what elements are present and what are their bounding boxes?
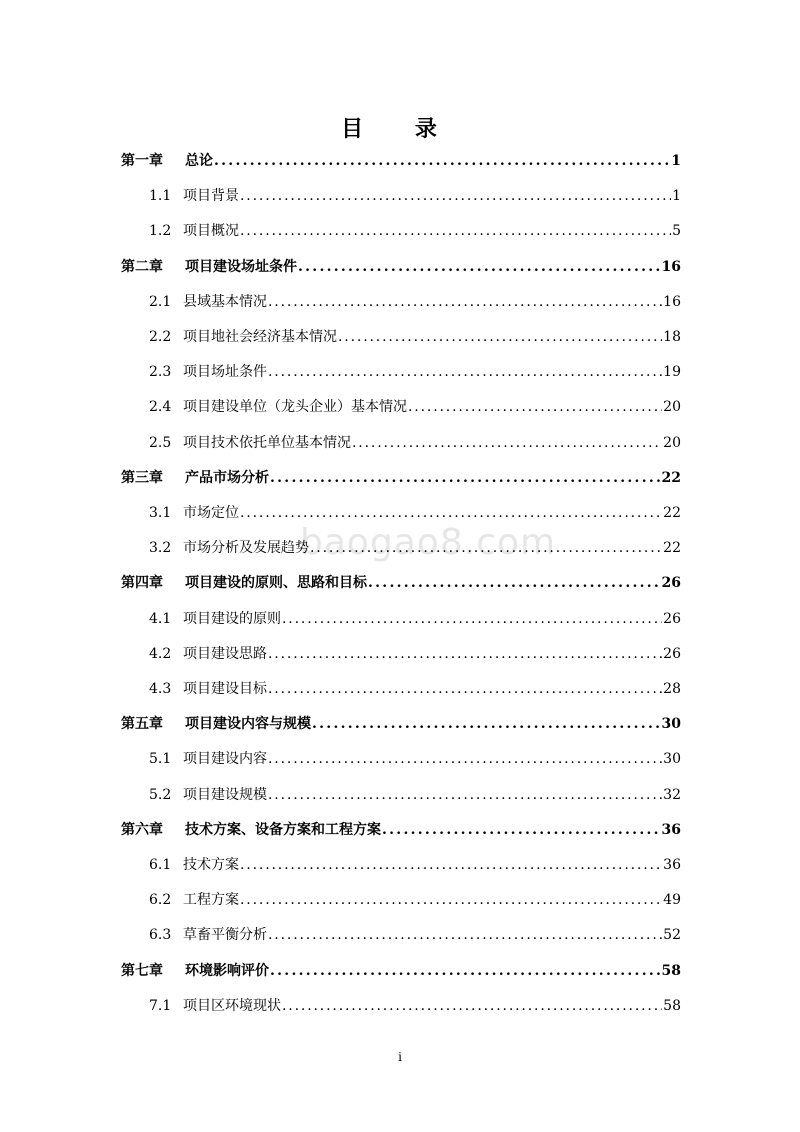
toc-section-row[interactable] <box>149 643 681 665</box>
dot-leader <box>240 502 662 524</box>
toc-entry-page: 36 <box>663 857 681 873</box>
dot-leader <box>312 713 661 735</box>
toc-entry-number: 5.2 <box>149 786 172 803</box>
toc-section-row[interactable] <box>149 854 681 876</box>
toc-section-row[interactable] <box>149 220 681 242</box>
toc-entry-page: 20 <box>663 399 681 416</box>
toc-entry-label: 技术方案、设备方案和工程方案 <box>185 821 381 838</box>
toc-entry-label: 项目建设的原则、思路和目标 <box>185 575 367 592</box>
toc-entry-label: 草畜平衡分析 <box>183 927 267 944</box>
toc-entry-number: 1.2 <box>149 223 172 240</box>
toc-entry-number: 第五章 <box>121 716 163 733</box>
dot-leader <box>352 432 662 454</box>
toc-entry-page: 22 <box>663 505 681 521</box>
dot-leader <box>240 854 662 876</box>
toc-entry-page: 18 <box>663 329 681 345</box>
toc-entry-number: 2.4 <box>149 399 172 416</box>
toc-section-row[interactable] <box>149 608 681 630</box>
toc-entry-label: 技术方案 <box>183 857 239 873</box>
dot-leader <box>240 889 662 911</box>
toc-entry-label: 县域基本情况 <box>183 293 267 310</box>
dot-leader <box>268 291 662 313</box>
toc-entry-page: 1 <box>672 188 681 205</box>
toc-entry-number: 5.1 <box>149 751 172 768</box>
dot-leader <box>268 678 662 700</box>
toc-entry-page: 58 <box>663 997 681 1014</box>
toc-entry-page: 26 <box>663 645 681 662</box>
toc-entry-number: 6.2 <box>149 892 172 909</box>
dot-leader <box>310 537 662 559</box>
toc-entry-label: 项目建设单位（龙头企业）基本情况 <box>183 399 407 416</box>
toc-entry-number: 4.1 <box>149 610 172 627</box>
toc-entry-number: 1.1 <box>149 188 172 205</box>
dot-leader <box>268 361 662 383</box>
dot-leader <box>298 256 661 278</box>
toc-entry-number: 2.1 <box>149 293 172 310</box>
toc-entry-page: 58 <box>661 962 681 979</box>
toc-entry-number: 4.2 <box>149 645 172 662</box>
dot-leader <box>408 396 662 418</box>
toc-section-row[interactable] <box>149 396 681 418</box>
toc-entry-label: 市场定位 <box>183 505 239 521</box>
toc-entry-page: 22 <box>663 540 681 557</box>
toc-entry-label: 环境影响评价 <box>185 962 269 979</box>
toc-entry-page: 36 <box>661 821 681 838</box>
toc-chapter-row[interactable] <box>121 713 681 735</box>
toc-entry-page: 26 <box>661 575 681 592</box>
page-number-footer: i <box>398 1050 402 1064</box>
toc-entry-page: 52 <box>663 927 681 944</box>
toc-entry-number: 第二章 <box>121 258 163 275</box>
toc-entry-page: 26 <box>663 610 681 627</box>
toc-chapter-row[interactable] <box>121 256 681 278</box>
toc-entry-label: 市场分析及发展趋势 <box>183 540 309 557</box>
toc-entry-number: 6.3 <box>149 927 172 944</box>
dot-leader <box>268 784 662 806</box>
dot-leader <box>282 608 662 630</box>
toc-entry-label: 产品市场分析 <box>185 469 269 486</box>
toc-section-row[interactable] <box>149 784 681 806</box>
toc-chapter-row[interactable] <box>121 819 681 841</box>
toc-section-row[interactable] <box>149 326 681 348</box>
toc-section-row[interactable] <box>149 889 681 911</box>
toc-entry-page: 28 <box>663 681 681 697</box>
toc-entry-number: 6.1 <box>149 857 172 873</box>
dot-leader <box>240 185 671 207</box>
dot-leader <box>268 643 662 665</box>
toc-entry-page: 1 <box>671 153 681 169</box>
toc-entry-label: 项目建设的原则 <box>183 610 281 627</box>
toc-entry-number: 7.1 <box>149 997 172 1014</box>
toc-entry-number: 3.2 <box>149 540 172 557</box>
dot-leader <box>270 960 661 982</box>
dot-leader <box>382 819 661 841</box>
toc-entry-page: 49 <box>663 892 681 909</box>
watermark: baogao8.com <box>300 522 557 563</box>
toc-section-row[interactable] <box>149 291 681 313</box>
toc-entry-label: 项目技术依托单位基本情况 <box>183 434 351 451</box>
toc-section-row[interactable] <box>149 502 681 524</box>
toc-entry-label: 总论 <box>185 153 213 169</box>
toc-entry-number: 第一章 <box>121 153 163 169</box>
toc-entry-page: 19 <box>663 364 681 381</box>
toc-entry-number: 3.1 <box>149 505 172 521</box>
toc-section-row[interactable] <box>149 995 681 1017</box>
dot-leader <box>338 326 662 348</box>
dot-leader <box>368 572 661 594</box>
toc-entry-number: 4.3 <box>149 681 172 697</box>
toc-chapter-row[interactable] <box>121 572 681 594</box>
toc-entry-label: 项目区环境现状 <box>183 997 281 1014</box>
toc-section-row[interactable] <box>149 748 681 770</box>
toc-entry-number: 第七章 <box>121 962 163 979</box>
dot-leader <box>240 220 671 242</box>
toc-entry-label: 项目地社会经济基本情况 <box>183 329 337 345</box>
toc-entry-label: 项目建设内容与规模 <box>185 716 311 733</box>
page-title: 目 录 <box>341 116 459 142</box>
toc-section-row[interactable] <box>149 361 681 383</box>
toc-entry-page: 5 <box>672 223 681 240</box>
dot-leader <box>268 748 662 770</box>
toc-entry-label: 项目背景 <box>183 188 239 205</box>
toc-chapter-row[interactable] <box>121 150 681 172</box>
toc-entry-page: 32 <box>663 786 681 803</box>
toc-entry-page: 16 <box>663 293 681 310</box>
toc-entry-label: 项目概况 <box>183 223 239 240</box>
toc-entry-number: 第三章 <box>121 469 163 486</box>
toc-entry-page: 22 <box>661 469 681 486</box>
toc-entry-number: 第六章 <box>121 821 163 838</box>
toc-entry-label: 项目建设思路 <box>183 645 267 662</box>
toc-entry-number: 2.5 <box>149 434 172 451</box>
toc-entry-number: 2.3 <box>149 364 172 381</box>
toc-entry-label: 项目建设内容 <box>183 751 267 768</box>
toc-section-row[interactable] <box>149 678 681 700</box>
dot-leader <box>282 995 662 1017</box>
toc-entry-label: 项目建设场址条件 <box>185 258 297 275</box>
toc-section-row[interactable] <box>149 924 681 946</box>
toc-entry-page: 16 <box>661 258 681 275</box>
toc-section-row[interactable] <box>149 185 681 207</box>
toc-entry-label: 项目建设目标 <box>183 681 267 697</box>
toc-entry-page: 20 <box>663 434 681 451</box>
toc-entry-page: 30 <box>663 751 681 768</box>
dot-leader <box>214 150 670 172</box>
toc-entry-number: 第四章 <box>121 575 163 592</box>
toc-entry-page: 30 <box>661 716 681 733</box>
dot-leader <box>268 924 662 946</box>
toc-entry-label: 项目建设规模 <box>183 786 267 803</box>
toc-section-row[interactable] <box>149 432 681 454</box>
dot-leader <box>270 467 661 489</box>
toc-chapter-row[interactable] <box>121 960 681 982</box>
toc-chapter-row[interactable] <box>121 467 681 489</box>
toc-entry-label: 工程方案 <box>183 892 239 909</box>
toc-entry-label: 项目场址条件 <box>183 364 267 381</box>
toc-entry-number: 2.2 <box>149 329 172 345</box>
toc-section-row[interactable] <box>149 537 681 559</box>
